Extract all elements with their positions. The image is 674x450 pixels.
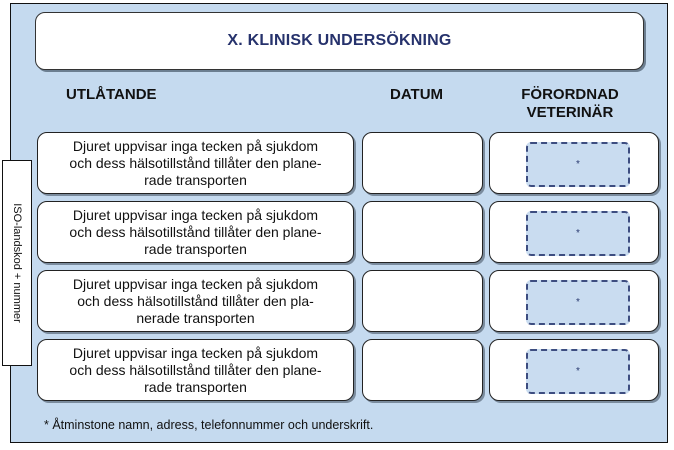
header-statement: UTLÅTANDE (66, 86, 157, 103)
statement-text (73, 276, 318, 327)
statement-cell (37, 201, 354, 263)
statement-line: och dess hälsotillstånd tillåter den plane- (69, 154, 322, 171)
statement-line: och dess hälsotillstånd tillåter den plane- (69, 361, 322, 378)
header-vet-line2: VETERINÄR (526, 104, 614, 121)
side-tab-iso-code (2, 160, 32, 366)
date-field[interactable] (362, 201, 483, 263)
statement-line: nerade transporten (136, 309, 255, 326)
footnote: * Åtminstone namn, adress, telefonnummer och underskrift. (44, 418, 374, 432)
statement-line: rade transporten (144, 378, 247, 395)
statement-line: Djuret uppvisar inga tecken på sjukdom (72, 206, 319, 223)
section-title-box (35, 12, 644, 70)
statement-line: och dess hälsotillstånd tillåter den plane- (69, 223, 322, 240)
statement-line: Djuret uppvisar inga tecken på sjukdom (72, 137, 319, 154)
statement-line: rade transporten (144, 240, 247, 257)
header-date: DATUM (390, 86, 444, 103)
header-vet (500, 86, 640, 122)
statement-line: Djuret uppvisar inga tecken på sjukdom (72, 275, 319, 292)
statement-cell (37, 339, 354, 401)
vet-stamp-field[interactable]: * (526, 142, 630, 187)
vet-cell (489, 339, 659, 401)
statement-cell (37, 132, 354, 194)
vet-stamp-field[interactable]: * (526, 211, 630, 256)
section-title: X. KLINISK UNDERSÖKNING (227, 32, 452, 49)
vet-cell (489, 201, 659, 263)
vet-cell (489, 270, 659, 332)
statement-cell (37, 270, 354, 332)
side-tab-label: ISO-landskod + nummer (11, 203, 23, 323)
vet-stamp-field[interactable]: * (526, 349, 630, 394)
header-vet-line1: FÖRORDNAD (521, 86, 619, 103)
statement-line: och dess hälsotillstånd tillåter den pla- (77, 292, 314, 309)
statement-text (69, 207, 321, 258)
vet-cell (489, 132, 659, 194)
date-field[interactable] (362, 339, 483, 401)
date-field[interactable] (362, 270, 483, 332)
vet-stamp-field[interactable]: * (526, 280, 630, 325)
date-field[interactable] (362, 132, 483, 194)
statement-text (69, 138, 321, 189)
statement-line: Djuret uppvisar inga tecken på sjukdom (72, 344, 319, 361)
statement-text (69, 345, 321, 396)
statement-line: rade transporten (144, 171, 247, 188)
